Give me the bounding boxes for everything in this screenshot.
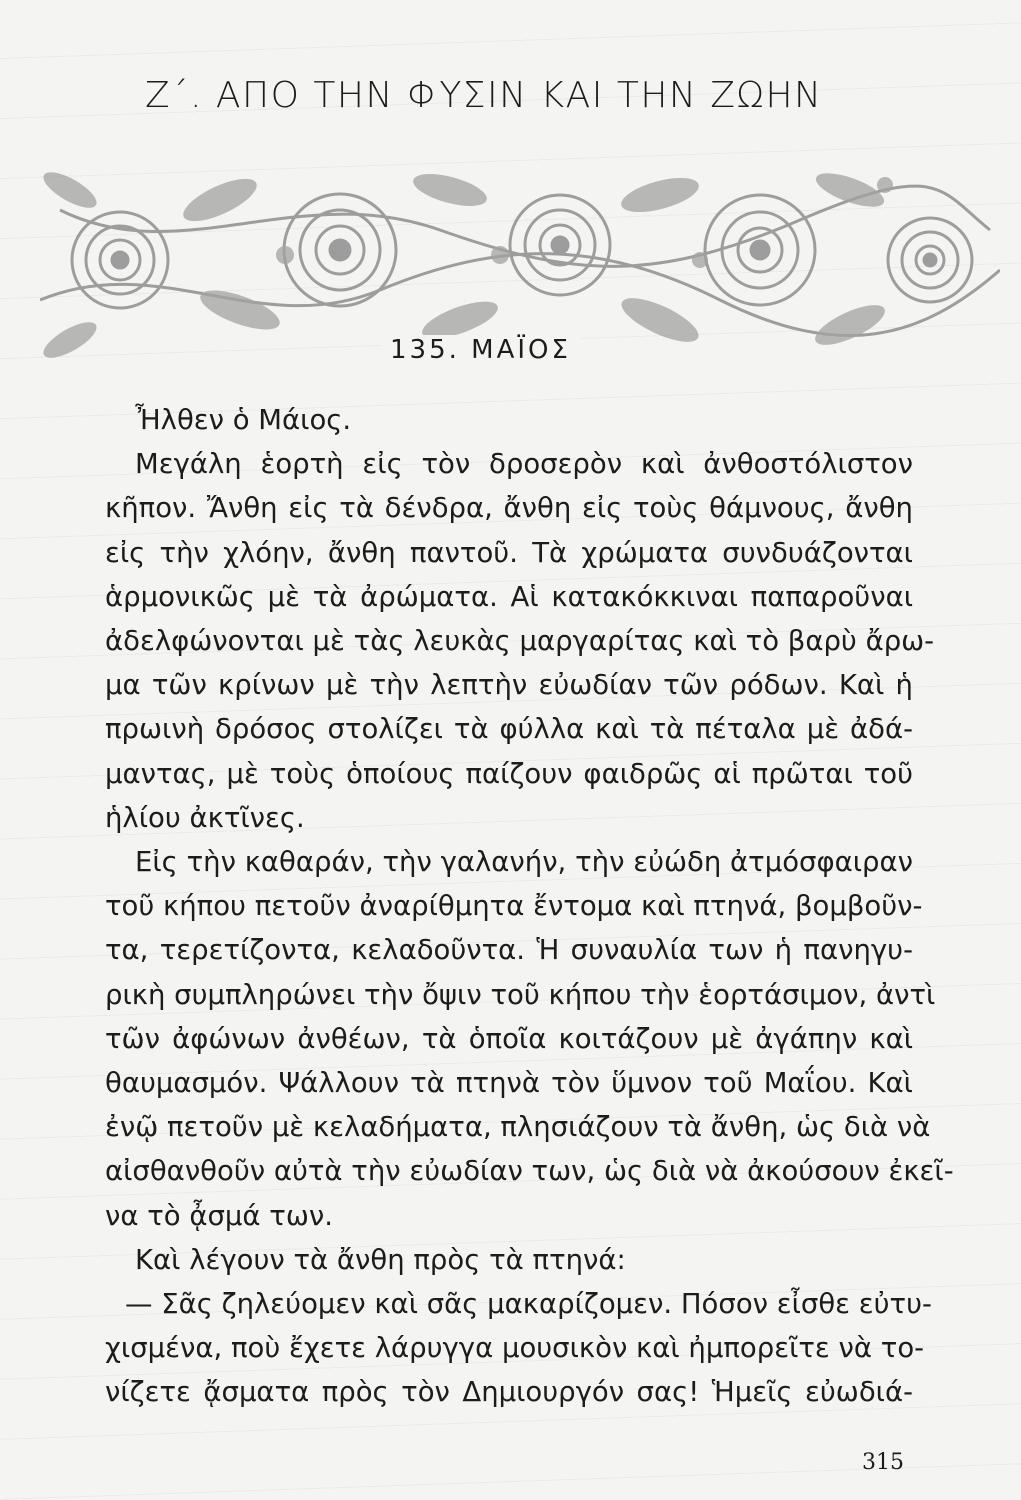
text-line: ἡλίου ἀκτῖνες. (105, 801, 305, 834)
text-line: μαντας, μὲ τοὺς ὁποίους παίζουν φαιδρῶς αἱ πρῶται τοῦ (105, 757, 913, 790)
text-line: θαυμασμόν. Ψάλλουν τὰ πτηνὰ τὸν ὕμνον τοῦ Μαΐου. Καὶ (105, 1067, 913, 1100)
text-line: πρωινὴ δρόσος στολίζει τὰ φύλλα καὶ τὰ πέταλα μὲ ἀδά- (105, 713, 913, 746)
text-line: νίζετε ᾄσματα πρὸς τὸν Δημιουργόν σας! Ἡμεῖς εὐωδιά- (105, 1376, 913, 1409)
text-line: Ἦλθεν ὁ Μάιος. (135, 404, 352, 436)
chapter-title: 135. ΜΑΪΟΣ (380, 335, 581, 365)
text-line: ἀδελφώνονται μὲ τὰς λευκὰς μαργαρίτας καὶ τὸ βαρὺ ἄρω- (105, 625, 935, 658)
text-line: — Σᾶς ζηλεύομεν καὶ σᾶς μακαρίζομεν. Πόσον εἶσθε εὐτυ- (125, 1288, 932, 1321)
text-line: να τὸ ᾆσμά των. (105, 1199, 333, 1232)
text-line: μα τῶν κρίνων μὲ τὴν λεπτὴν εὐωδίαν τῶν ρόδων. Καὶ ἡ (105, 669, 913, 702)
text-line: τα, τερετίζοντα, κελαδοῦντα. Ἡ συναυλία των ἡ πανηγυ- (105, 934, 913, 967)
body-text (105, 398, 954, 1415)
text-line: ρικὴ συμπληρώνει τὴν ὄψιν τοῦ κήπου τὴν ἑορτάσιμον, ἀντὶ (105, 978, 936, 1011)
text-line: ἐνῷ πετοῦν μὲ κελαδήματα, πλησιάζουν τὰ ἄνθη, ὡς διὰ νὰ (105, 1111, 931, 1144)
text-line: Καὶ λέγουν τὰ ἄνθη πρὸς τὰ πτηνά: (135, 1243, 626, 1276)
text-line: Εἰς τὴν καθαράν, τὴν γαλανήν, τὴν εὐώδη ἀτμόσφαιραν (135, 846, 913, 879)
text-line: ἁρμονικῶς μὲ τὰ ἀρώματα. Αἱ κατακόκκιναι παπαροῦναι (105, 580, 913, 613)
section-title: Ζ΄. ΑΠΟ ΤΗΝ ΦΥΣΙΝ ΚΑΙ ΤΗΝ ΖΩΗΝ (145, 75, 823, 116)
text-line: εἰς τὴν χλόην, ἄνθη παντοῦ. Τὰ χρώματα συνδυάζονται (105, 536, 913, 569)
text-line: χισμένα, ποὺ ἔχετε λάρυγγα μουσικὸν καὶ ἠμπορεῖτε νὰ το- (105, 1332, 925, 1365)
text-line: τοῦ κήπου πετοῦν ἀναρίθμητα ἔντομα καὶ πτηνά, βομβοῦν- (105, 890, 923, 923)
floral-ornament-icon (40, 150, 1000, 365)
text-line: τῶν ἀφώνων ἀνθέων, τὰ ὁποῖα κοιτάζουν μὲ ἀγάπην καὶ (105, 1022, 913, 1055)
text-line: αἰσθανθοῦν αὐτὰ τὴν εὐωδίαν των, ὡς διὰ νὰ ἀκούσουν ἐκεῖ- (105, 1155, 954, 1188)
page-number: 315 (862, 1450, 904, 1475)
text-line: κῆπον. Ἄνθη εἰς τὰ δένδρα, ἄνθη εἰς τοὺς θάμνους, ἄνθη (105, 492, 913, 525)
text-line: Μεγάλη ἑορτὴ εἰς τὸν δροσερὸν καὶ ἀνθοστόλιστον (135, 448, 913, 481)
